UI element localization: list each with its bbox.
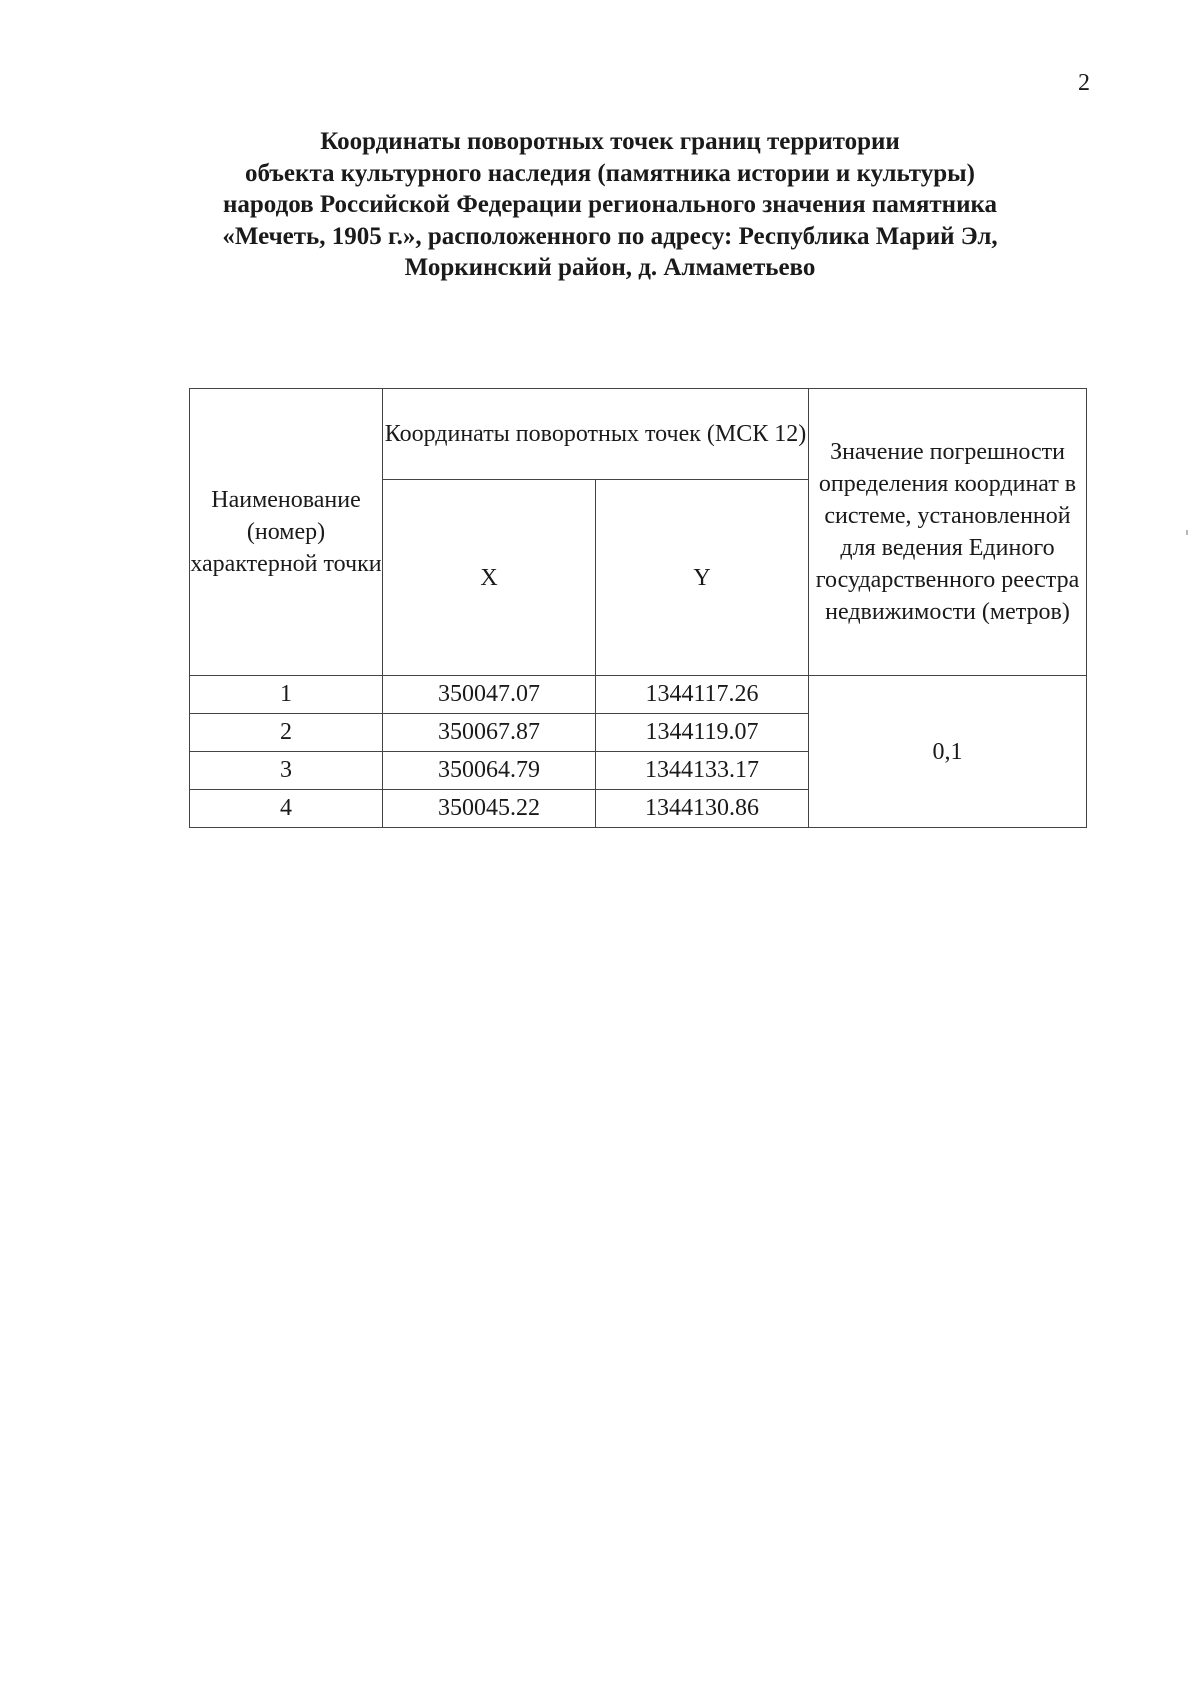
title-line: Координаты поворотных точек границ территории [320,128,900,155]
accuracy-value: 0,1 [809,676,1087,828]
point-number: 3 [190,752,383,790]
coordinates-table [189,388,1087,828]
point-number: 2 [190,714,383,752]
y-value: 1344119.07 [596,714,809,752]
table-header-row [190,389,1087,480]
header-coordinates: Координаты поворотных точек (МСК 12) [383,389,809,480]
title-line: народов Российской Федерации регионального значения памятника [223,191,997,218]
title-line: «Мечеть, 1905 г.», расположенного по адресу: Республика Марий Эл, [222,222,998,250]
y-value: 1344133.17 [596,752,809,790]
page-number: 2 [1078,70,1090,96]
point-number: 4 [190,790,383,828]
x-value: 350045.22 [383,790,596,828]
document-title [130,126,1090,284]
header-y: Y [596,480,809,676]
scan-speck [1186,530,1188,535]
point-number: 1 [190,676,383,714]
x-value: 350047.07 [383,676,596,714]
header-point-name: Наименование (номер) характерной точки [190,389,383,676]
x-value: 350067.87 [383,714,596,752]
y-value: 1344117.26 [596,676,809,714]
header-x: X [383,480,596,676]
x-value: 350064.79 [383,752,596,790]
header-accuracy: Значение погрешности определения координат в системе, установленной для ведения Единого государственного реестра недвижимости (метров) [809,389,1087,676]
title-line: объекта культурного наследия (памятника истории и культуры) [244,159,975,187]
table-row [190,676,1087,714]
title-line: Моркинский район, д. Алмаметьево [404,254,816,281]
y-value: 1344130.86 [596,790,809,828]
